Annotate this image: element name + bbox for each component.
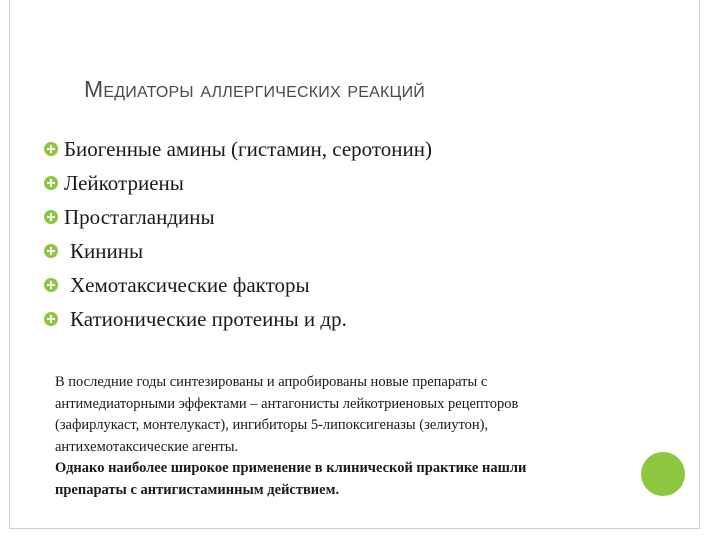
plus-circle-icon: [44, 244, 58, 258]
plus-circle-icon: [44, 278, 58, 292]
note-bold-line: Однако наиболее широкое применение в клинической практике нашли: [55, 460, 527, 476]
bullet-label: Лейкотриены: [64, 170, 184, 195]
plus-circle-icon: [44, 210, 58, 224]
bullet-label: Катионические протеины и др.: [70, 306, 347, 331]
plus-circle-icon: [44, 176, 58, 190]
bullet-label: Хемотаксические факторы: [70, 272, 310, 297]
note-line: антихемотаксические агенты.: [55, 438, 239, 455]
list-item: [44, 166, 432, 200]
list-item: [44, 132, 432, 166]
slide-title: [84, 76, 425, 103]
note-block: [55, 372, 655, 501]
decorative-circle-icon: [641, 452, 685, 496]
bullet-label: Простагландины: [64, 204, 215, 229]
bullet-list: [44, 132, 432, 336]
list-item: [44, 200, 432, 234]
plus-circle-icon: [44, 312, 58, 326]
note-line: В последние годы синтезированы и апробированы новые препараты с: [55, 374, 488, 390]
list-item: [44, 302, 432, 336]
slide-title-text: Медиаторы аллергических реакций: [84, 76, 425, 102]
bullet-label: Биогенные амины (гистамин, серотонин): [64, 136, 432, 161]
note-bold-line: препараты с антигистаминным действием.: [55, 481, 340, 498]
plus-circle-icon: [44, 142, 58, 156]
note-line: (зафирлукаст, монтелукаст), ингибиторы 5-липоксигеназы (зелиутон),: [55, 417, 489, 433]
list-item: [44, 234, 432, 268]
note-line: антимедиаторными эффектами – антагонисты лейкотриеновых рецепторов: [55, 395, 519, 412]
bullet-label: Кинины: [70, 238, 144, 263]
list-item: [44, 268, 432, 302]
